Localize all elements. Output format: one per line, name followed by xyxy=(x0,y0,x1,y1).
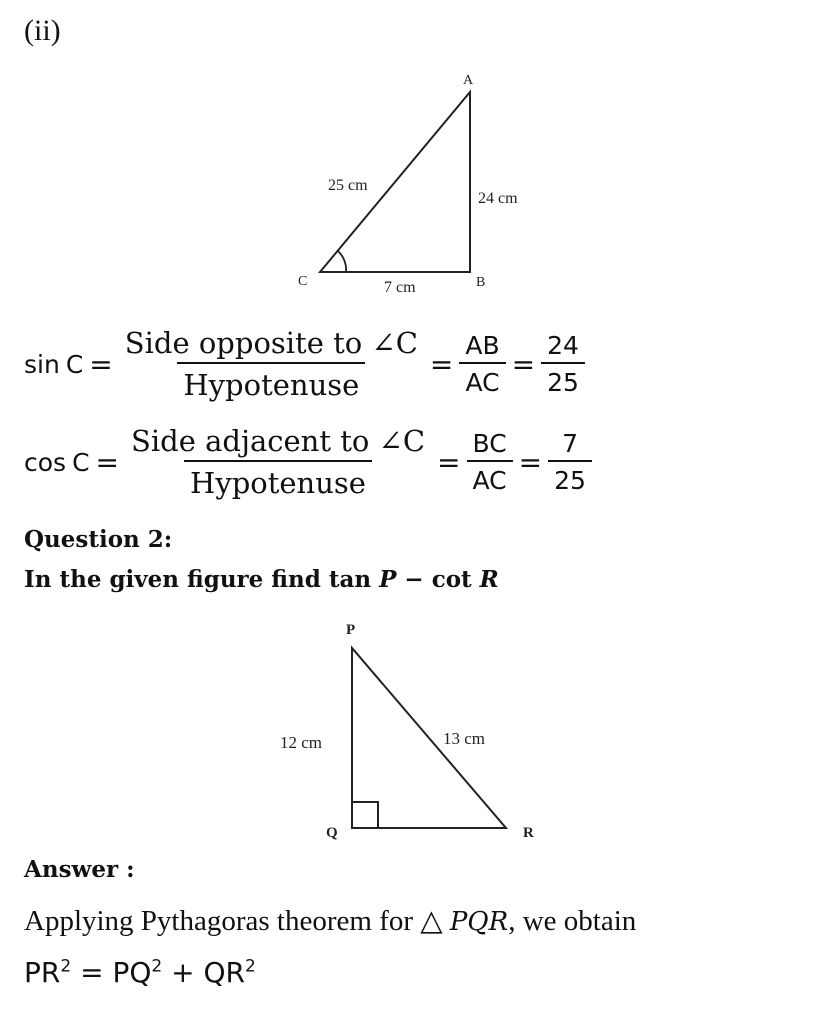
sin-numerator-words: Side opposite to ∠C xyxy=(124,326,418,360)
cos-fraction-words xyxy=(125,424,431,500)
pyth-pq-exp: 2 xyxy=(151,956,163,977)
pyth-pr: PR xyxy=(24,956,61,989)
cos-equals-3: = xyxy=(518,445,543,479)
side-ac-label: 25 cm xyxy=(328,177,368,194)
sin-c-equation xyxy=(24,326,585,402)
sin-numerator-ab: AB xyxy=(465,331,500,360)
pyth-pr-exp: 2 xyxy=(60,956,72,977)
pyth-pq: PQ xyxy=(112,956,152,989)
answer-applying-line xyxy=(24,903,636,938)
cos-equals-2: = xyxy=(437,445,461,479)
pyth-qr: QR xyxy=(203,956,245,989)
cos-var: C xyxy=(72,447,90,477)
sin-fraction-words xyxy=(119,326,424,402)
cos-c-equation xyxy=(24,424,592,500)
pyth-equals: = xyxy=(80,956,104,989)
answer-label: Answer : xyxy=(24,856,135,883)
side-pq-label: 12 cm xyxy=(280,733,323,752)
part-label: (ii) xyxy=(24,14,61,47)
question-prefix: In the given figure find tan xyxy=(24,566,380,593)
pythagoras-equation xyxy=(24,956,256,989)
angle-c-arc xyxy=(338,251,346,272)
sin-fn: sin xyxy=(24,349,60,379)
vertex-c-label: C xyxy=(298,274,308,289)
triangle-pqr-figure xyxy=(270,612,560,852)
question-title: Question 2: xyxy=(24,526,173,553)
cos-fraction-sides xyxy=(466,429,512,495)
sin-var: C xyxy=(65,349,84,379)
vertex-b-label: B xyxy=(476,275,486,290)
sin-fraction-values xyxy=(541,331,585,397)
sin-equals-2: = xyxy=(429,347,454,381)
pyth-qr-exp: 2 xyxy=(245,956,256,977)
cos-fraction-values xyxy=(548,429,592,495)
side-cb-label: 7 cm xyxy=(384,279,416,296)
sin-denominator-words: Hypotenuse xyxy=(177,362,365,402)
cos-fn: cos xyxy=(24,447,67,477)
pyth-plus: + xyxy=(171,956,195,989)
vertex-r-label: R xyxy=(523,825,534,841)
cos-equals-1: = xyxy=(95,445,120,479)
vertex-q-label: Q xyxy=(326,825,338,841)
applying-triangle: PQR xyxy=(449,907,509,937)
cos-denominator-25: 25 xyxy=(548,460,592,495)
cos-numerator-bc: BC xyxy=(472,429,507,458)
sin-equals-1: = xyxy=(89,347,113,381)
triangle-abc-figure xyxy=(280,66,560,298)
question-minus-cot: − cot xyxy=(396,566,480,593)
applying-prefix: Applying Pythagoras theorem for △ xyxy=(24,905,450,937)
cos-numerator-words: Side adjacent to ∠C xyxy=(131,424,426,458)
question-var-p: P xyxy=(379,566,397,593)
sin-denominator-ac: AC xyxy=(459,362,505,397)
side-pr-label: 13 cm xyxy=(443,729,486,748)
sin-numerator-24: 24 xyxy=(547,331,579,360)
side-ab-label: 24 cm xyxy=(478,190,518,207)
question-var-r: R xyxy=(479,566,499,593)
sin-equals-3: = xyxy=(511,347,536,381)
vertex-a-label: A xyxy=(463,73,474,88)
question-text xyxy=(24,566,499,593)
cos-numerator-7: 7 xyxy=(562,429,578,458)
right-angle-mark xyxy=(352,802,378,828)
cos-denominator-words: Hypotenuse xyxy=(184,460,372,500)
sin-fraction-sides xyxy=(459,331,505,397)
sin-denominator-25: 25 xyxy=(541,362,585,397)
vertex-p-label: P xyxy=(346,622,356,638)
applying-suffix: , we obtain xyxy=(508,905,637,937)
cos-denominator-ac: AC xyxy=(467,460,513,495)
